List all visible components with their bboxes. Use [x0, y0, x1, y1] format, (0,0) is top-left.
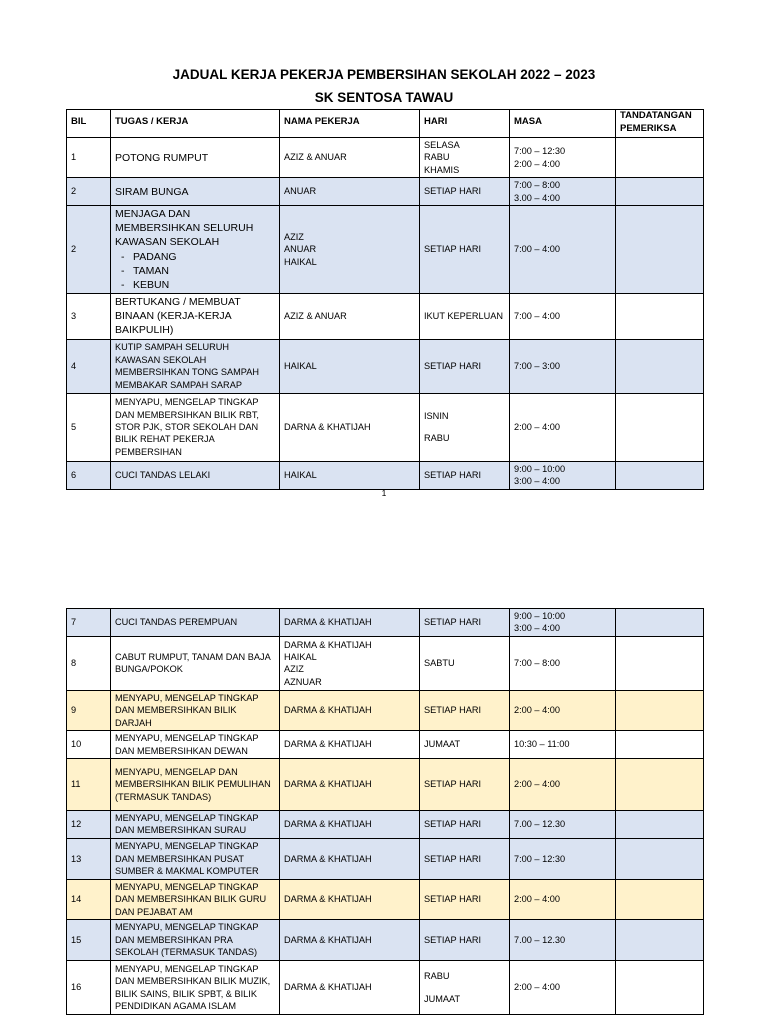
cell-bil: 15 — [67, 920, 111, 961]
header-masa: MASA — [510, 110, 616, 138]
cell-masa: 2:00 – 4:00 — [510, 758, 616, 810]
table-row — [67, 178, 704, 206]
cell-bil: 2 — [67, 206, 111, 294]
cell-hari: SETIAP HARI — [420, 461, 510, 489]
hari-line: RABU — [424, 971, 450, 982]
header-hari: HARI — [420, 110, 510, 138]
sub-area-list — [115, 250, 275, 293]
cell-bil: 4 — [67, 339, 111, 393]
tugas-line: KAWASAN SEKOLAH — [115, 354, 207, 365]
cell-nama: DARMA & KHATIJAH — [280, 758, 420, 810]
cell-nama: DARMA & KHATIJAH — [280, 609, 420, 637]
cell-hari: IKUT KEPERLUAN — [420, 294, 510, 340]
cell-bil: 5 — [67, 393, 111, 461]
cell-tugas: SIRAM BUNGA — [111, 178, 280, 206]
table-header-row — [67, 110, 704, 138]
cell-hari: SABTU — [420, 636, 510, 690]
cell-hari: SETIAP HARI — [420, 609, 510, 637]
cell-nama: AZIZ & ANUAR — [280, 138, 420, 178]
masa-line: 7:00 – 8:00 — [514, 180, 560, 191]
table-row — [67, 461, 704, 489]
cell-masa: 7:00 – 8:00 — [510, 636, 616, 690]
hari-line: SELASA — [424, 140, 460, 150]
cell-bil: 3 — [67, 294, 111, 340]
cell-tugas: MENYAPU, MENGELAP TINGKAP DAN MEMBERSIHKAN SURAU — [111, 810, 280, 838]
table-row — [67, 636, 704, 690]
cell-tugas: POTONG RUMPUT — [111, 138, 280, 178]
nama-line: AZIZ — [284, 664, 304, 675]
cell-nama: DARMA & KHATIJAH — [280, 810, 420, 838]
cell-bil: 10 — [67, 731, 111, 759]
cell-signature[interactable] — [616, 178, 704, 206]
cell-masa — [510, 178, 616, 206]
header-tugas: TUGAS / KERJA — [111, 110, 280, 138]
cell-nama: DARNA & KHATIJAH — [280, 393, 420, 461]
cell-hari: SETIAP HARI — [420, 206, 510, 294]
cell-signature[interactable] — [616, 206, 704, 294]
cell-tugas: MENYAPU, MENGELAP TINGKAP DAN MEMBERSIHKAN BILIK MUZIK, BILIK SAINS, BILIK SPBT, & BILIK PENDIDIKAN AGAMA ISLAM — [111, 961, 280, 1015]
cell-tugas — [111, 339, 280, 393]
nama-line: AZIZ — [284, 231, 304, 242]
header-tandatangan: TANDATANGAN PEMERIKSA — [616, 110, 704, 138]
page-number: 1 — [381, 488, 387, 498]
table-row — [67, 879, 704, 919]
cell-tugas: MENYAPU, MENGELAP TINGKAP DAN MEMBERSIHKAN PUSAT SUMBER & MAKMAL KOMPUTER — [111, 838, 280, 879]
cell-masa: 7.00 – 12.30 — [510, 920, 616, 961]
cell-masa: 7:00 – 3:00 — [510, 339, 616, 393]
table-row — [67, 920, 704, 961]
cell-nama — [280, 636, 420, 690]
cell-signature[interactable] — [616, 339, 704, 393]
cell-masa — [510, 609, 616, 637]
hari-line: RABU — [424, 433, 450, 444]
cell-hari: SETIAP HARI — [420, 879, 510, 919]
tugas-line: KUTIP SAMPAH SELURUH — [115, 342, 230, 353]
cell-signature[interactable] — [616, 294, 704, 340]
cell-tugas: MENYAPU, MENGELAP TINGKAP DAN MEMBERSIHKAN BILIK RBT, STOR PJK, STOR SEKOLAH DAN BILIK REHAT PEKERJA PEMBERSIHAN — [111, 393, 280, 461]
nama-line: ANUAR — [284, 244, 317, 255]
document-title: JADUAL KERJA PEKERJA PEMBERSIHAN SEKOLAH 2022 – 2023 — [172, 67, 596, 82]
cell-signature[interactable] — [616, 920, 704, 961]
hari-line: RABU — [424, 152, 450, 163]
cell-signature[interactable] — [616, 690, 704, 730]
cell-bil: 6 — [67, 461, 111, 489]
table-row — [67, 294, 704, 340]
cell-bil: 8 — [67, 636, 111, 690]
cell-tugas: MENYAPU, MENGELAP TINGKAP DAN MEMBERSIHKAN BILIK GURU DAN PEJABAT AM — [111, 879, 280, 919]
cell-tugas: MENYAPU, MENGELAP TINGKAP DAN MEMBERSIHKAN PRA SEKOLAH (TERMASUK TANDAS) — [111, 920, 280, 961]
cell-masa: 7.00 – 12.30 — [510, 810, 616, 838]
cell-hari: SETIAP HARI — [420, 838, 510, 879]
cell-nama: DARMA & KHATIJAH — [280, 879, 420, 919]
hari-line: ISNIN — [424, 410, 449, 421]
hari-line: JUMAAT — [424, 993, 461, 1004]
cell-bil: 7 — [67, 609, 111, 637]
header-nama: NAMA PEKERJA — [280, 110, 420, 138]
cell-masa: 2:00 – 4:00 — [510, 961, 616, 1015]
cell-tugas: MENYAPU, MENGELAP TINGKAP DAN MEMBERSIHKAN BILIK DARJAH — [111, 690, 280, 730]
cell-bil: 11 — [67, 758, 111, 810]
tugas-line: MEMBERSIHKAN TONG SAMPAH — [115, 367, 259, 378]
cell-masa: 2:00 – 4:00 — [510, 690, 616, 730]
tugas-line: MEMBAKAR SAMPAH SARAP — [115, 379, 242, 390]
cell-signature[interactable] — [616, 838, 704, 879]
cell-bil: 14 — [67, 879, 111, 919]
masa-line: 9:00 – 10:00 — [514, 463, 566, 474]
cell-signature[interactable] — [616, 810, 704, 838]
cell-tugas: MENYAPU, MENGELAP TINGKAP DAN MEMBERSIHKAN DEWAN — [111, 731, 280, 759]
cell-nama: DARMA & KHATIJAH — [280, 731, 420, 759]
cell-masa — [510, 138, 616, 178]
cell-tugas: CABUT RUMPUT, TANAM DAN BAJA BUNGA/POKOK — [111, 636, 280, 690]
cell-hari — [420, 961, 510, 1015]
cell-hari: SETIAP HARI — [420, 758, 510, 810]
cell-signature[interactable] — [616, 609, 704, 637]
cell-nama: DARMA & KHATIJAH — [280, 920, 420, 961]
cell-hari: JUMAAT — [420, 731, 510, 759]
cell-hari: SETIAP HARI — [420, 178, 510, 206]
sub-area-item: - PADANG — [115, 250, 275, 264]
masa-line: 7:00 – 12:30 — [514, 146, 566, 157]
table-row — [67, 609, 704, 637]
cell-masa: 10:30 – 11:00 — [510, 731, 616, 759]
cell-nama: DARMA & KHATIJAH — [280, 690, 420, 730]
masa-line: 3:00 – 4:00 — [514, 623, 560, 634]
nama-line: HAIKAL — [284, 256, 317, 267]
table-row — [67, 206, 704, 294]
schedule-table-page-2 — [66, 608, 704, 1015]
cell-masa: 7:00 – 4:00 — [510, 294, 616, 340]
cell-masa — [510, 461, 616, 489]
cell-masa: 7:00 – 12:30 — [510, 838, 616, 879]
cell-signature[interactable] — [616, 461, 704, 489]
cell-bil: 12 — [67, 810, 111, 838]
nama-line: DARMA & KHATIJAH — [284, 639, 372, 650]
cell-signature[interactable] — [616, 393, 704, 461]
cell-signature[interactable] — [616, 636, 704, 690]
line-spacer — [424, 422, 505, 432]
table-row — [67, 731, 704, 759]
cell-nama: HAIKAL — [280, 461, 420, 489]
cell-tugas: CUCI TANDAS PEREMPUAN — [111, 609, 280, 637]
cell-bil: 1 — [67, 138, 111, 178]
cell-signature[interactable] — [616, 879, 704, 919]
cell-bil: 2 — [67, 178, 111, 206]
table-row — [67, 690, 704, 730]
school-name: SK SENTOSA TAWAU — [314, 90, 454, 105]
table-row — [67, 838, 704, 879]
cell-bil: 9 — [67, 690, 111, 730]
cell-signature[interactable] — [616, 961, 704, 1015]
line-spacer — [424, 983, 505, 993]
table-row — [67, 810, 704, 838]
cell-masa: 2:00 – 4:00 — [510, 393, 616, 461]
cell-nama: HAIKAL — [280, 339, 420, 393]
cell-tugas: CUCI TANDAS LELAKI — [111, 461, 280, 489]
cell-nama: AZIZ & ANUAR — [280, 294, 420, 340]
cell-hari: SETIAP HARI — [420, 690, 510, 730]
nama-line: HAIKAL — [284, 651, 317, 662]
table-row — [67, 393, 704, 461]
cell-masa: 2:00 – 4:00 — [510, 879, 616, 919]
cell-tugas: MENYAPU, MENGELAP DAN MEMBERSIHKAN BILIK PEMULIHAN (TERMASUK TANDAS) — [111, 758, 280, 810]
tugas-text: MENJAGA DAN MEMBERSIHKAN SELURUH KAWASAN SEKOLAH — [115, 208, 254, 249]
sub-area-item: - TAMAN — [115, 264, 275, 278]
masa-line: 3.00 – 4:00 — [514, 192, 560, 203]
table-row — [67, 961, 704, 1015]
schedule-table-page-1 — [66, 109, 704, 490]
cell-hari: SETIAP HARI — [420, 339, 510, 393]
header-bil: BIL — [67, 110, 111, 138]
cell-hari: SETIAP HARI — [420, 810, 510, 838]
cell-nama: DARMA & KHATIJAH — [280, 961, 420, 1015]
masa-line: 2:00 – 4:00 — [514, 158, 560, 169]
masa-line: 9:00 – 10:00 — [514, 611, 566, 621]
cell-signature[interactable] — [616, 731, 704, 759]
cell-nama: DARMA & KHATIJAH — [280, 838, 420, 879]
hari-line: KHAMIS — [424, 164, 460, 175]
cell-masa: 7:00 – 4:00 — [510, 206, 616, 294]
table-row — [67, 758, 704, 810]
nama-line: AZNUAR — [284, 676, 322, 687]
cell-hari — [420, 138, 510, 178]
masa-line: 3:00 – 4:00 — [514, 476, 560, 487]
table-row — [67, 138, 704, 178]
cell-tugas — [111, 206, 280, 294]
cell-hari: SETIAP HARI — [420, 920, 510, 961]
cell-tugas: BERTUKANG / MEMBUAT BINAAN (KERJA-KERJA BAIKPULIH) — [111, 294, 280, 340]
cell-nama: ANUAR — [280, 178, 420, 206]
cell-nama — [280, 206, 420, 294]
cell-bil: 13 — [67, 838, 111, 879]
cell-signature[interactable] — [616, 758, 704, 810]
cell-hari — [420, 393, 510, 461]
table-row — [67, 339, 704, 393]
cell-signature[interactable] — [616, 138, 704, 178]
cell-bil: 16 — [67, 961, 111, 1015]
sub-area-item: - KEBUN — [115, 278, 275, 292]
